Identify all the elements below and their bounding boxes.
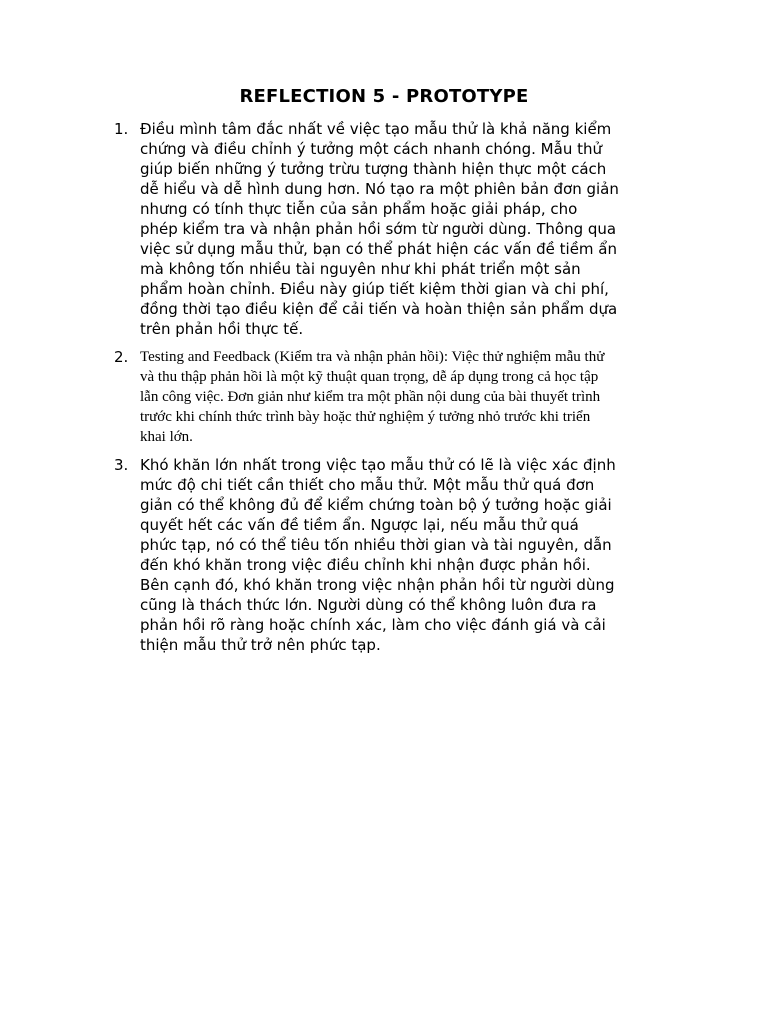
text-line: giúp biến những ý tưởng trừu tượng thành hiện thực một cách <box>140 160 607 178</box>
text-line: và thu thập phản hồi là một kỹ thuật quan trọng, dễ áp dụng trong cả học tập <box>140 369 599 385</box>
list-item-text <box>140 455 674 655</box>
list-item-number: 1. <box>114 120 129 138</box>
text-line: phép kiểm tra và nhận phản hồi sớm từ người dùng. Thông qua <box>140 220 617 238</box>
text-line: dễ hiểu và dễ hình dung hơn. Nó tạo ra một phiên bản đơn giản <box>140 180 619 198</box>
text-line: phẩm hoàn chỉnh. Điều này giúp tiết kiệm thời gian và chi phí, <box>140 280 609 298</box>
list-item-text <box>140 347 674 447</box>
text-line: quyết hết các vấn đề tiềm ẩn. Ngược lại, nếu mẫu thử quá <box>140 516 579 534</box>
text-line: phản hồi rõ ràng hoặc chính xác, làm cho việc đánh giá và cải <box>140 616 606 634</box>
page-title: REFLECTION 5 - PROTOTYPE <box>239 86 529 107</box>
text-line: trước khi chính thức trình bày hoặc thử nghiệm ý tưởng nhỏ trước khi triển <box>140 409 591 425</box>
text-line: nhưng có tính thực tiễn của sản phẩm hoặc giải pháp, cho <box>140 200 578 218</box>
text-line: Bên cạnh đó, khó khăn trong việc nhận phản hồi từ người dùng <box>140 576 615 594</box>
list-item-text <box>140 119 674 339</box>
text-line: mức độ chi tiết cần thiết cho mẫu thử. Một mẫu thử quá đơn <box>140 476 595 494</box>
text-line: việc sử dụng mẫu thử, bạn có thể phát hiện các vấn đề tiềm ẩn <box>140 240 617 258</box>
text-line: Testing and Feedback (Kiểm tra và nhận phản hồi): Việc thử nghiệm mẫu thử <box>140 349 605 365</box>
text-line: Khó khăn lớn nhất trong việc tạo mẫu thử có lẽ là việc xác định <box>140 456 616 474</box>
text-line: phức tạp, nó có thể tiêu tốn nhiều thời gian và tài nguyên, dẫn <box>140 536 612 554</box>
text-line: đồng thời tạo điều kiện để cải tiến và hoàn thiện sản phẩm dựa <box>140 300 618 318</box>
text-line: lẫn công việc. Đơn giản như kiểm tra một phần nội dung của bài thuyết trình <box>140 389 601 405</box>
text-line: giản có thể không đủ để kiểm chứng toàn bộ ý tưởng hoặc giải <box>140 496 612 514</box>
text-line: mà không tốn nhiều tài nguyên như khi phát triển một sản <box>140 260 581 278</box>
text-line: đến khó khăn trong việc điều chỉnh khi nhận được phản hồi. <box>140 556 591 574</box>
list-item-number: 3. <box>114 456 129 474</box>
text-line: Điều mình tâm đắc nhất về việc tạo mẫu thử là khả năng kiểm <box>140 120 612 138</box>
text-line: trên phản hồi thực tế. <box>140 320 304 338</box>
text-line: cũng là thách thức lớn. Người dùng có thể không luôn đưa ra <box>140 596 597 614</box>
text-line: khai lớn. <box>140 429 193 445</box>
text-line: thiện mẫu thử trở nên phức tạp. <box>140 636 381 654</box>
list-item-number: 2. <box>114 348 129 366</box>
text-line: chứng và điều chỉnh ý tưởng một cách nhanh chóng. Mẫu thử <box>140 140 602 158</box>
